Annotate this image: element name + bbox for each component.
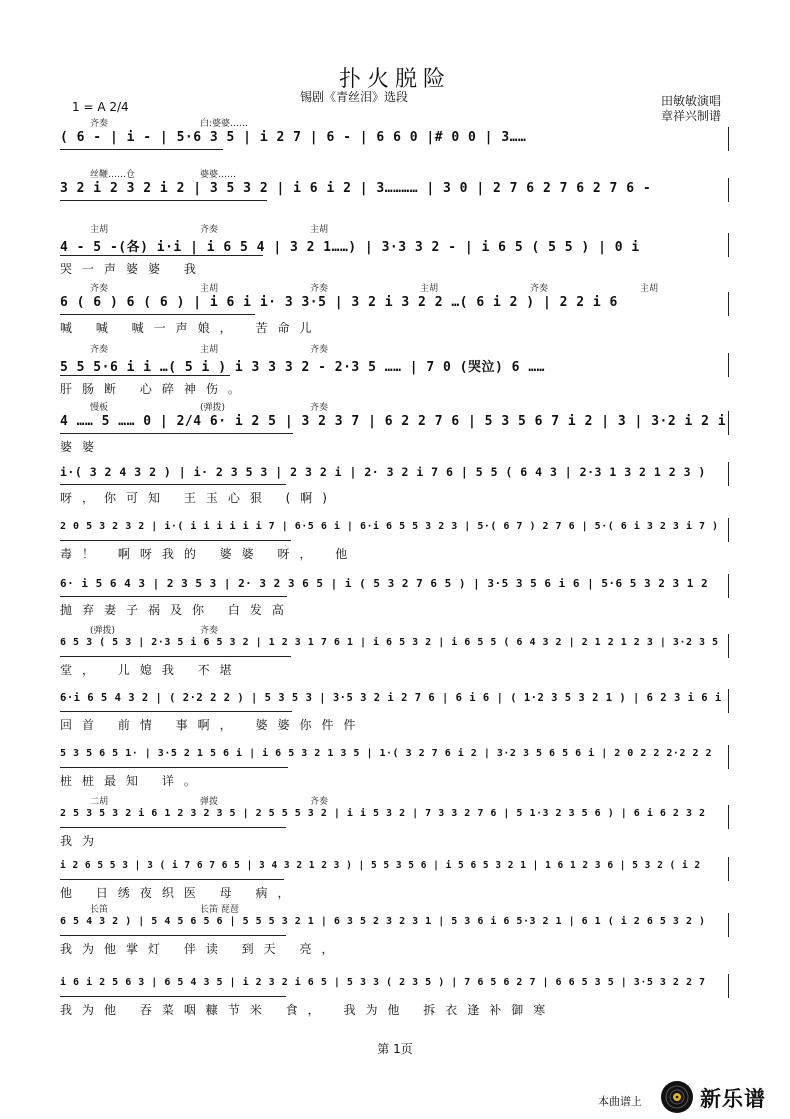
beat-underline bbox=[60, 656, 291, 657]
instrument-mark: 主胡 bbox=[310, 225, 329, 235]
barline bbox=[728, 178, 729, 202]
score-system bbox=[60, 860, 730, 908]
beat-underline bbox=[60, 540, 291, 541]
system-lyrics: 桩桩最知 详。 bbox=[60, 774, 206, 788]
score-system bbox=[60, 692, 730, 740]
score-system bbox=[60, 577, 730, 625]
score-system bbox=[60, 626, 730, 685]
beat-underline bbox=[60, 935, 286, 936]
instrument-mark: 二胡 bbox=[90, 797, 109, 807]
barline bbox=[728, 974, 729, 998]
instrument-mark: 白:婆婆…… bbox=[200, 119, 249, 129]
system-notes: 6· i 5 6 4 3 | 2 3 5 3 | 2· 3 2 3 6 5 | i ( 5 3 2 7 6 5 ) | 3·5 3 5 6 i 6 | 5·6 5 3 2 3 1 2 bbox=[60, 577, 709, 590]
system-lyrics: 回首 前情 事啊， 婆婆你件件 bbox=[60, 718, 366, 732]
score-system bbox=[60, 465, 730, 513]
barline bbox=[728, 574, 729, 598]
barline bbox=[728, 353, 729, 377]
score-system bbox=[60, 345, 730, 404]
score-system bbox=[60, 905, 730, 964]
system-notes: 4 - 5 -(各) i·i | i 6 5 4 | 3 2 1……) | 3·3 3 2 - | i 6 5 ( 5 5 ) | 0 i bbox=[60, 240, 640, 255]
system-notes: 6·i 6 5 4 3 2 | ( 2·2 2 2 ) | 5 3 5 3 | 3·5 3 2 i 2 7 6 | 6 i 6 | ( 1·2 3 5 3 2 1 ) | 6 2 3 i 6 i bbox=[60, 692, 722, 704]
system-notes: i 2 6 5 5 3 | 3 ( i 7 6 7 6 5 | 3 4 3 2 1 2 3 ) | 5 5 3 5 6 | i 5 6 5 3 2 1 | 1 6 1 2 3 6 | 5 3 2 ( i 2 bbox=[60, 860, 701, 871]
system-notes: i 6 i 2 5 6 3 | 6 5 4 3 5 | i 2 3 2 i 6 5 | 5 3 3 ( 2 3 5 ) | 7 6 5 6 2 7 | 6 6 5 3 5 | 3·5 3 2 2 7 bbox=[60, 977, 706, 988]
page-number: 第 1页 bbox=[377, 1042, 413, 1056]
score-system bbox=[60, 977, 730, 1025]
barline bbox=[728, 292, 729, 316]
system-notes: 4 …… 5 …… 0 | 2/4 6· i 2 5 | 3 2 3 7 | 6 2 2 7 6 | 5 3 5 6 7 i 2 | 3 | 3·2 i 2 i bbox=[60, 414, 727, 429]
system-notes: 2 0 5 3 2 3 2 | i·( i i i i i i 7 | 6·5 6 i | 6·i 6 5 5 3 2 3 | 5·( 6 7 ) 2 7 6 | 5·( 6 i 3 2 3 i 7 ) bbox=[60, 521, 719, 532]
barline bbox=[728, 745, 729, 769]
system-lyrics: 我为他 吞菜咽糠节米 食， 我为他 拆衣逢补御寒 bbox=[60, 1003, 556, 1017]
system-notes: 2 5 3 5 3 2 i 6 1 2 3 2 3 5 | 2 5 5 5 3 2 | i i 5 3 2 | 7 3 3 2 7 6 | 5 1·3 2 3 5 6 ) | 6 i 6 2 3 2 bbox=[60, 808, 706, 819]
instrument-mark: 慢板 bbox=[90, 403, 109, 413]
system-lyrics: 婆婆 bbox=[60, 440, 105, 454]
score-system bbox=[60, 748, 730, 796]
system-lyrics: 肝肠断 心碎神伤。 bbox=[60, 382, 250, 396]
score-system bbox=[60, 284, 730, 343]
instrument-mark: 主胡 bbox=[200, 284, 219, 294]
instrument-mark: 齐奏 bbox=[90, 119, 109, 129]
instrument-mark: 齐奏 bbox=[90, 345, 109, 355]
score-system bbox=[60, 170, 730, 229]
instrument-mark: 齐奏 bbox=[200, 626, 219, 636]
system-lyrics: 他 日绣夜织医 母 病， bbox=[60, 886, 300, 900]
barline bbox=[728, 411, 729, 435]
system-lyrics: 呀，你可知 王玉心狠 (啊) bbox=[60, 491, 337, 505]
barline bbox=[728, 233, 729, 257]
system-notes: 5 3 5 6 5 1· | 3·5 2 1 5 6 i | i 6 5 3 2 1 3 5 | 1·( 3 2 7 6 i 2 | 3·2 3 5 6 5 6 i | 2 0 2 2 2·2 2 2 bbox=[60, 748, 713, 759]
beat-underline bbox=[60, 596, 287, 597]
instrument-mark: 长笛 琵琶 bbox=[200, 905, 239, 915]
system-notes: ( 6 - | i - | 5·6 3 5 | i 2 7 | 6 - | 6 6 0 |# 0 0 | 3…… bbox=[60, 130, 527, 145]
watermark-brand: 新乐谱 bbox=[700, 1087, 766, 1111]
system-lyrics: 我为 bbox=[60, 834, 105, 848]
instrument-mark: 主胡 bbox=[90, 225, 109, 235]
system-notes: 6 ( 6 ) 6 ( 6 ) | i 6 i i· 3 3·5 | 3 2 i 3 2 2 …( 6 i 2 ) | 2 2 i 6 bbox=[60, 295, 618, 310]
notator-credit: 章祥兴制谱 bbox=[661, 109, 722, 123]
barline bbox=[728, 462, 729, 486]
system-lyrics: 哭一声婆婆 我 bbox=[60, 262, 206, 276]
barline bbox=[728, 805, 729, 829]
instrument-mark: 齐奏 bbox=[200, 225, 219, 235]
barline bbox=[728, 127, 729, 151]
system-notes: 3 2 i 2 3 2 i 2 | 3 5 3 2 | i 6 i 2 | 3………… | 3 0 | 2 7 6 2 7 6 2 7 6 - bbox=[60, 181, 652, 196]
instrument-mark: 齐奏 bbox=[310, 284, 329, 294]
system-notes: 6 5 4 3 2 ) | 5 4 5 6 5 6 | 5 5 5 3 2 1 | 6 3 5 2 3 2 3 1 | 5 3 6 i 6 5·3 2 1 | 6 1 ( i 2 6 5 3 2 ) bbox=[60, 916, 706, 927]
beat-underline bbox=[60, 484, 286, 485]
instrument-mark: 婆婆…… bbox=[200, 170, 237, 180]
instrument-mark: 主胡 bbox=[200, 345, 219, 355]
instrument-mark: 弹拨 bbox=[200, 797, 219, 807]
watermark-text: 本曲谱上 bbox=[598, 1095, 642, 1108]
beat-underline bbox=[60, 149, 223, 150]
instrument-mark: 主胡 bbox=[640, 284, 659, 294]
instrument-mark: 齐奏 bbox=[310, 403, 329, 413]
score-system bbox=[60, 225, 730, 284]
system-notes: 5 5 5·6 i i …( 5 i ) i 3 3 3 2 - 2·3 5 …… | 7 0 (哭泣) 6 …… bbox=[60, 360, 545, 375]
instrument-mark: 长笛 bbox=[90, 905, 109, 915]
beat-underline bbox=[60, 375, 230, 376]
system-lyrics: 抛弃妻子祸及你 白发高 bbox=[60, 603, 294, 617]
beat-underline bbox=[60, 827, 286, 828]
key-signature: 1 = A 2/4 bbox=[72, 100, 129, 114]
beat-underline bbox=[60, 767, 288, 768]
score-subtitle: 锡剧《青丝泪》选段 bbox=[300, 90, 409, 104]
beat-underline bbox=[60, 433, 293, 434]
instrument-mark: 齐奏 bbox=[530, 284, 549, 294]
vinyl-logo-icon bbox=[660, 1080, 694, 1114]
system-lyrics: 毒！ 啊呀我的 婆婆 呀， 他 bbox=[60, 547, 358, 561]
barline bbox=[728, 689, 729, 713]
score-title: 扑火脱险 bbox=[338, 67, 451, 92]
instrument-mark: 丝鞭……仓 bbox=[90, 170, 136, 180]
beat-underline bbox=[60, 200, 267, 201]
beat-underline bbox=[60, 879, 284, 880]
score-system bbox=[60, 403, 730, 462]
beat-underline bbox=[60, 711, 292, 712]
score-system bbox=[60, 521, 730, 569]
system-notes: i·( 3 2 4 3 2 ) | i· 2 3 5 3 | 2 3 2 i | 2· 3 2 i 7 6 | 5 5 ( 6 4 3 | 2·3 1 3 2 1 2 3 ) bbox=[60, 465, 706, 479]
instrument-mark: (弹拨) bbox=[200, 403, 226, 413]
system-lyrics: 我为他掌灯 伴读 到天 亮， bbox=[60, 942, 344, 956]
score-system bbox=[60, 797, 730, 856]
score-system bbox=[60, 119, 730, 178]
system-lyrics: 喊 喊 喊一声娘， 苦命儿 bbox=[60, 321, 322, 335]
instrument-mark: 主胡 bbox=[420, 284, 439, 294]
beat-underline bbox=[60, 996, 286, 997]
singer-credit: 田敏敏演唱 bbox=[661, 94, 722, 108]
barline bbox=[728, 634, 729, 658]
instrument-mark: 齐奏 bbox=[310, 797, 329, 807]
instrument-mark: 齐奏 bbox=[310, 345, 329, 355]
system-notes: 6 5 3 ( 5 3 | 2·3 5 i 6 5 3 2 | 1 2 3 1 7 6 1 | i 6 5 3 2 | i 6 5 5 ( 6 4 3 2 | 2 1 2 1 2 3 | 3·2 3 5 bbox=[60, 637, 719, 648]
instrument-mark: (弹拨) bbox=[90, 626, 116, 636]
barline bbox=[728, 857, 729, 881]
beat-underline bbox=[60, 314, 255, 315]
barline bbox=[728, 518, 729, 542]
barline bbox=[728, 913, 729, 937]
instrument-mark: 齐奏 bbox=[90, 284, 109, 294]
system-lyrics: 堂， 儿媳我 不堪 bbox=[60, 663, 242, 677]
beat-underline bbox=[60, 255, 263, 256]
